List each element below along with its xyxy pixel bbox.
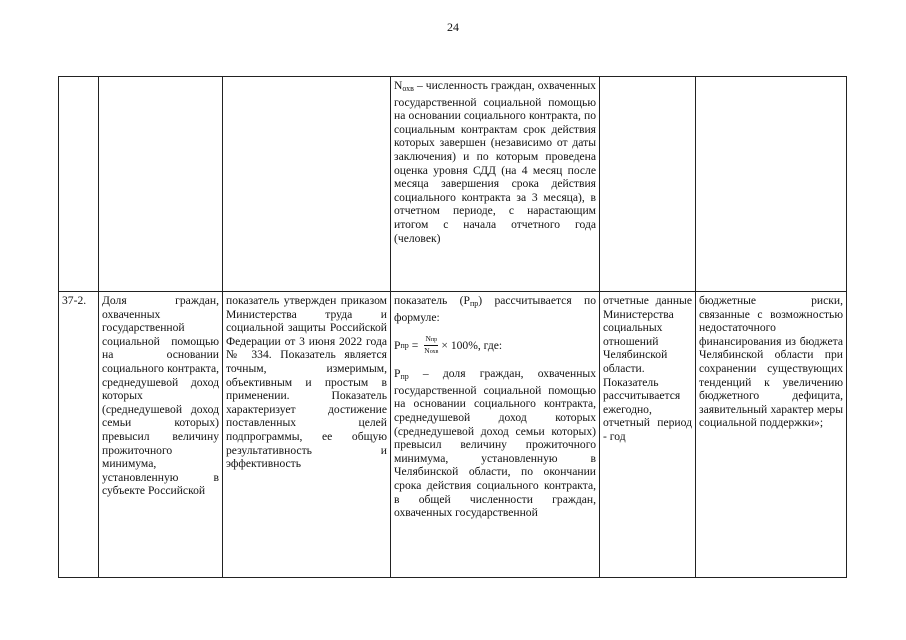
indicator-source: отчетные данные Министерства социальных отношений Челябинской области. Показатель рассчитывается ежегодно, отчетный период - год <box>600 292 696 578</box>
page-number: 24 <box>447 20 459 34</box>
method-intro: показатель $(Р_{пр})$ рассчитывается по формуле: <box>394 294 596 324</box>
formula-fraction: $\frac{\text{Nпр}}{\text{Nохв}}$ <box>424 334 439 356</box>
table-row <box>59 292 847 578</box>
row-number: 37-2. <box>59 292 99 578</box>
formula: Р пр = $\frac{\text{Nпр}}{\text{Nохв}}$ × 100%, где: <box>394 334 503 356</box>
row1-name-cell <box>99 77 223 292</box>
nohv-definition: $N_{охв}$ – численность граждан, охваченных государственной социальной помощью на основании социального контракта, по социальным контрактам срок действия которых завершен (независимо от даты заключения) и по которым проведена оценка уровня СДД (на 4 месяц после месяца завершения срока действия социального контракта за 3 месяца), в отчетном периоде, с нарастающим итогом с начала отчетного года (человек) <box>394 79 596 245</box>
row1-risks-cell <box>696 77 847 292</box>
row1-method-cell <box>391 77 600 292</box>
row1-number-cell <box>59 77 99 292</box>
row1-approval-cell <box>223 77 391 292</box>
indicator-table <box>58 76 847 578</box>
row1-source-cell <box>600 77 696 292</box>
ppr-definition: $Р_{пр}$ – доля граждан, охваченных государственной социальной помощью на основании социального контракта, среднедушевой доход которых (среднедушевой доход семьи которых) превысил величину прожиточного минимума, установленную в Челябинской области, по окончании срока действия социального контракта, в общей численности граждан, охваченных государственной <box>394 367 596 520</box>
indicator-method <box>391 292 600 578</box>
indicator-approval: показатель утвержден приказом Министерства труда и социальной защиты Российской Федерации от 3 июня 2022 года № 334. Показатель является точным, измеримым, объективным и простым в применении. Показатель характеризует достижение поставленных целей подпрограммы, ее общую результативность и эффективность <box>223 292 391 578</box>
indicator-risks: бюджетные риски, связанные с возможностью недостаточного финансирования из бюджета Челябинской области при сохранении существующих тенденций к увеличению бюджетного дефицита, заявительный характер меры социальной поддержки»; <box>696 292 847 578</box>
table-row <box>59 77 847 292</box>
indicator-name: Доля граждан, охваченных государственной социальной помощью на основании социального контракта, среднедушевой доход которых (среднедушевой доход семьи которых) превысил величину прожиточного минимума, установленную в субъекте Российской <box>99 292 223 578</box>
